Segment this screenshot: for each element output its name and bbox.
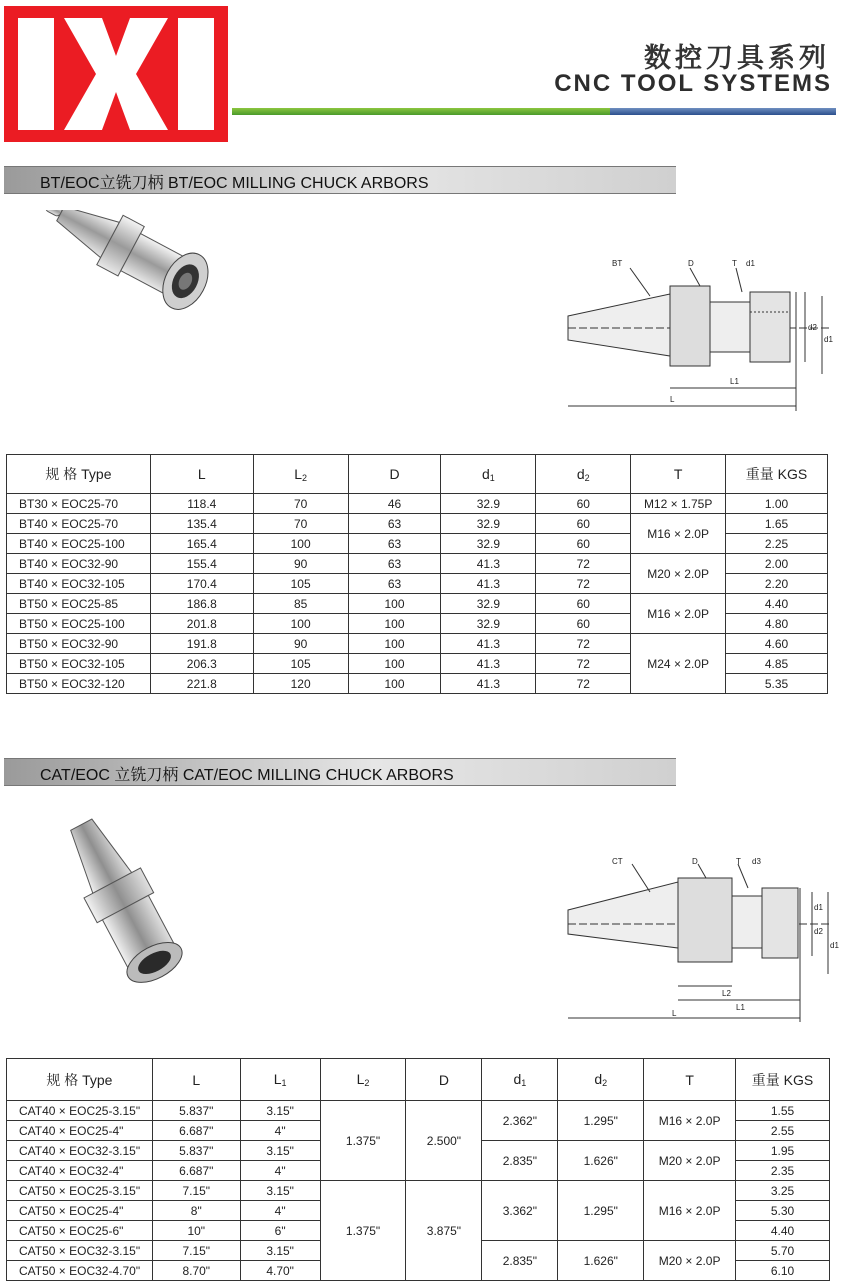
label-d: D bbox=[688, 259, 694, 268]
cell-weight: 2.35 bbox=[736, 1161, 830, 1181]
label-t: T bbox=[732, 259, 737, 268]
cell-type: BT40 × EOC25-100 bbox=[7, 534, 151, 554]
cat-holder-illustration bbox=[24, 810, 224, 1000]
cell-l1: 4" bbox=[240, 1161, 320, 1181]
cell-d2: 1.295" bbox=[558, 1181, 644, 1241]
col-header-type: 规 格 Type bbox=[7, 455, 151, 494]
cell-weight: 5.30 bbox=[736, 1201, 830, 1221]
cell-weight: 4.60 bbox=[726, 634, 828, 654]
cell-d2: 1.626" bbox=[558, 1141, 644, 1181]
col-header-type: 规 格 Type bbox=[7, 1059, 153, 1101]
cell-thread: M16 × 2.0P bbox=[631, 514, 726, 554]
cell-thread: M12 × 1.75P bbox=[631, 494, 726, 514]
cell-type: CAT40 × EOC32-3.15" bbox=[7, 1141, 153, 1161]
cell-d2: 1.626" bbox=[558, 1241, 644, 1281]
cell-d: 100 bbox=[348, 674, 441, 694]
cell-weight: 3.25 bbox=[736, 1181, 830, 1201]
cell-d1: 2.835" bbox=[482, 1141, 558, 1181]
cell-type: BT40 × EOC32-90 bbox=[7, 554, 151, 574]
label-l: L bbox=[670, 395, 675, 404]
bt-technical-drawing bbox=[560, 256, 842, 422]
section-bar-cat bbox=[4, 758, 676, 786]
table-row bbox=[7, 1101, 830, 1121]
cell-type: BT50 × EOC32-105 bbox=[7, 654, 151, 674]
col-header-t: T bbox=[644, 1059, 736, 1101]
cell-d2: 60 bbox=[536, 594, 631, 614]
cell-d1: 2.362" bbox=[482, 1101, 558, 1141]
label-bt: BT bbox=[612, 259, 623, 268]
bt-holder-illustration bbox=[6, 210, 218, 380]
cell-l: 206.3 bbox=[150, 654, 253, 674]
cell-l1: 3.15" bbox=[240, 1141, 320, 1161]
cell-d: 3.875" bbox=[406, 1181, 482, 1281]
cell-d2: 60 bbox=[536, 514, 631, 534]
cell-d2: 72 bbox=[536, 654, 631, 674]
cell-l: 165.4 bbox=[150, 534, 253, 554]
section-bar-bt bbox=[4, 166, 676, 194]
brand-title-cn: 数控刀具系列 bbox=[644, 43, 830, 74]
table-row bbox=[7, 1181, 830, 1201]
cell-l2: 90 bbox=[253, 554, 348, 574]
cell-thread: M20 × 2.0P bbox=[644, 1141, 736, 1181]
cell-weight: 5.70 bbox=[736, 1241, 830, 1261]
cell-l: 155.4 bbox=[150, 554, 253, 574]
cell-weight: 1.00 bbox=[726, 494, 828, 514]
cell-type: BT50 × EOC32-120 bbox=[7, 674, 151, 694]
cell-l: 5.837" bbox=[152, 1141, 240, 1161]
cell-type: CAT50 × EOC32-3.15" bbox=[7, 1241, 153, 1261]
cell-d: 100 bbox=[348, 654, 441, 674]
cell-l: 6.687" bbox=[152, 1161, 240, 1181]
brand-logo bbox=[4, 6, 228, 142]
cell-d2: 72 bbox=[536, 554, 631, 574]
cell-weight: 2.55 bbox=[736, 1121, 830, 1141]
cell-l1: 4" bbox=[240, 1121, 320, 1141]
cell-type: CAT50 × EOC32-4.70" bbox=[7, 1261, 153, 1281]
cell-type: CAT40 × EOC32-4" bbox=[7, 1161, 153, 1181]
cell-weight: 1.55 bbox=[736, 1101, 830, 1121]
cell-l2: 90 bbox=[253, 634, 348, 654]
table-row bbox=[7, 634, 828, 654]
label-ct: CT bbox=[612, 857, 623, 866]
cell-d1: 41.3 bbox=[441, 574, 536, 594]
cell-l: 135.4 bbox=[150, 514, 253, 534]
col-header-d2: $d_2$ bbox=[536, 455, 631, 494]
cell-d2: 60 bbox=[536, 534, 631, 554]
table-row bbox=[7, 514, 828, 534]
cell-l1: 6" bbox=[240, 1221, 320, 1241]
table-header-row bbox=[7, 455, 828, 494]
label-t: T bbox=[736, 857, 741, 866]
cell-l2: 1.375" bbox=[320, 1181, 406, 1281]
cell-l: 191.8 bbox=[150, 634, 253, 654]
cell-type: BT50 × EOC25-85 bbox=[7, 594, 151, 614]
cell-d2: 72 bbox=[536, 574, 631, 594]
header-divider-blue bbox=[610, 108, 836, 115]
cell-d2: 1.295" bbox=[558, 1101, 644, 1141]
cell-weight: 4.40 bbox=[736, 1221, 830, 1241]
cell-l: 170.4 bbox=[150, 574, 253, 594]
cell-thread: M16 × 2.0P bbox=[644, 1181, 736, 1241]
cell-l2: 70 bbox=[253, 514, 348, 534]
cell-type: CAT50 × EOC25-4" bbox=[7, 1201, 153, 1221]
cell-l2: 100 bbox=[253, 534, 348, 554]
cell-d1: 32.9 bbox=[441, 534, 536, 554]
cell-weight: 5.35 bbox=[726, 674, 828, 694]
cell-d1: 41.3 bbox=[441, 674, 536, 694]
cell-l: 5.837" bbox=[152, 1101, 240, 1121]
label-l: L bbox=[672, 1009, 677, 1018]
cell-l: 10" bbox=[152, 1221, 240, 1241]
cell-l2: 105 bbox=[253, 574, 348, 594]
cell-thread: M24 × 2.0P bbox=[631, 634, 726, 694]
cell-l2: 100 bbox=[253, 614, 348, 634]
cell-weight: 4.80 bbox=[726, 614, 828, 634]
col-header-t: T bbox=[631, 455, 726, 494]
cell-d1: 32.9 bbox=[441, 514, 536, 534]
cell-type: BT40 × EOC32-105 bbox=[7, 574, 151, 594]
header-divider-green bbox=[232, 108, 610, 115]
cell-d2: 60 bbox=[536, 494, 631, 514]
table-row bbox=[7, 494, 828, 514]
col-header-weight: 重量 KGS bbox=[736, 1059, 830, 1101]
col-header-l2: $L_2$ bbox=[320, 1059, 406, 1101]
cat-technical-drawing bbox=[562, 852, 842, 1028]
cell-d1: 32.9 bbox=[441, 494, 536, 514]
cell-d: 100 bbox=[348, 594, 441, 614]
label-l1: L1 bbox=[730, 377, 739, 386]
cell-d1: 32.9 bbox=[441, 614, 536, 634]
cell-weight: 1.95 bbox=[736, 1141, 830, 1161]
label-d3: d3 bbox=[752, 857, 761, 866]
cell-thread: M20 × 2.0P bbox=[644, 1241, 736, 1281]
cell-d: 63 bbox=[348, 514, 441, 534]
cell-d1: 32.9 bbox=[441, 594, 536, 614]
table-row bbox=[7, 554, 828, 574]
cell-weight: 2.20 bbox=[726, 574, 828, 594]
cell-thread: M20 × 2.0P bbox=[631, 554, 726, 594]
col-header-l2: $L_2$ bbox=[253, 455, 348, 494]
cell-d2: 60 bbox=[536, 614, 631, 634]
label-d: D bbox=[692, 857, 698, 866]
cell-l: 6.687" bbox=[152, 1121, 240, 1141]
cell-type: CAT40 × EOC25-4" bbox=[7, 1121, 153, 1141]
col-header-d1: $d_1$ bbox=[482, 1059, 558, 1101]
col-header-weight: 重量 KGS bbox=[726, 455, 828, 494]
col-header-l: L bbox=[150, 455, 253, 494]
cell-d1: 3.362" bbox=[482, 1181, 558, 1241]
col-header-l: L bbox=[152, 1059, 240, 1101]
cell-type: CAT40 × EOC25-3.15" bbox=[7, 1101, 153, 1121]
col-header-d: D bbox=[406, 1059, 482, 1101]
cell-l2: 120 bbox=[253, 674, 348, 694]
cell-d1: 41.3 bbox=[441, 634, 536, 654]
col-header-d: D bbox=[348, 455, 441, 494]
cell-type: BT50 × EOC32-90 bbox=[7, 634, 151, 654]
cell-type: BT40 × EOC25-70 bbox=[7, 514, 151, 534]
label-d1-top: d1 bbox=[746, 259, 755, 268]
cat-spec-table bbox=[6, 1058, 830, 1281]
label-d2: d2 bbox=[814, 927, 823, 936]
label-l2: L2 bbox=[722, 989, 731, 998]
cell-weight: 4.85 bbox=[726, 654, 828, 674]
label-d1: d1 bbox=[830, 941, 839, 950]
cell-thread: M16 × 2.0P bbox=[631, 594, 726, 634]
table-row bbox=[7, 594, 828, 614]
cell-l1: 3.15" bbox=[240, 1241, 320, 1261]
cell-l: 186.8 bbox=[150, 594, 253, 614]
cell-d2: 72 bbox=[536, 634, 631, 654]
cell-l: 8" bbox=[152, 1201, 240, 1221]
cell-d: 2.500" bbox=[406, 1101, 482, 1181]
cell-weight: 2.25 bbox=[726, 534, 828, 554]
label-l1: L1 bbox=[736, 1003, 745, 1012]
cell-d: 63 bbox=[348, 574, 441, 594]
cell-weight: 1.65 bbox=[726, 514, 828, 534]
cell-type: CAT50 × EOC25-3.15" bbox=[7, 1181, 153, 1201]
cell-d1: 41.3 bbox=[441, 554, 536, 574]
cell-l: 7.15" bbox=[152, 1241, 240, 1261]
cell-thread: M16 × 2.0P bbox=[644, 1101, 736, 1141]
cell-d: 63 bbox=[348, 554, 441, 574]
cell-d: 100 bbox=[348, 614, 441, 634]
cell-l1: 4.70" bbox=[240, 1261, 320, 1281]
cell-l: 7.15" bbox=[152, 1181, 240, 1201]
col-header-d2: $d_2$ bbox=[558, 1059, 644, 1101]
col-header-l1: $L_1$ bbox=[240, 1059, 320, 1101]
brand-title-en: CNC TOOL SYSTEMS bbox=[554, 70, 832, 97]
label-d1: d1 bbox=[824, 335, 833, 344]
cell-type: CAT50 × EOC25-6" bbox=[7, 1221, 153, 1241]
cell-weight: 6.10 bbox=[736, 1261, 830, 1281]
cell-d1: 41.3 bbox=[441, 654, 536, 674]
cell-l2: 85 bbox=[253, 594, 348, 614]
col-header-d1: $d_1$ bbox=[441, 455, 536, 494]
cell-l2: 105 bbox=[253, 654, 348, 674]
cell-l: 221.8 bbox=[150, 674, 253, 694]
cell-l1: 3.15" bbox=[240, 1101, 320, 1121]
cell-l1: 3.15" bbox=[240, 1181, 320, 1201]
section-title-bt: BT/EOC立铣刀柄 BT/EOC MILLING CHUCK ARBORS bbox=[40, 175, 429, 192]
cell-l2: 70 bbox=[253, 494, 348, 514]
cell-l: 201.8 bbox=[150, 614, 253, 634]
cell-type: BT30 × EOC25-70 bbox=[7, 494, 151, 514]
cell-d1: 2.835" bbox=[482, 1241, 558, 1281]
cell-d: 100 bbox=[348, 634, 441, 654]
label-d1-top: d1 bbox=[814, 903, 823, 912]
cell-l: 118.4 bbox=[150, 494, 253, 514]
cell-l2: 1.375" bbox=[320, 1101, 406, 1181]
cell-d: 63 bbox=[348, 534, 441, 554]
section-title-cat: CAT/EOC 立铣刀柄 CAT/EOC MILLING CHUCK ARBORS bbox=[40, 767, 454, 784]
cell-weight: 4.40 bbox=[726, 594, 828, 614]
cell-d2: 72 bbox=[536, 674, 631, 694]
cell-l: 8.70" bbox=[152, 1261, 240, 1281]
cell-type: BT50 × EOC25-100 bbox=[7, 614, 151, 634]
cell-d: 46 bbox=[348, 494, 441, 514]
table-header-row bbox=[7, 1059, 830, 1101]
label-d2: d2 bbox=[808, 323, 817, 332]
cell-weight: 2.00 bbox=[726, 554, 828, 574]
cell-l1: 4" bbox=[240, 1201, 320, 1221]
bt-spec-table bbox=[6, 454, 828, 694]
